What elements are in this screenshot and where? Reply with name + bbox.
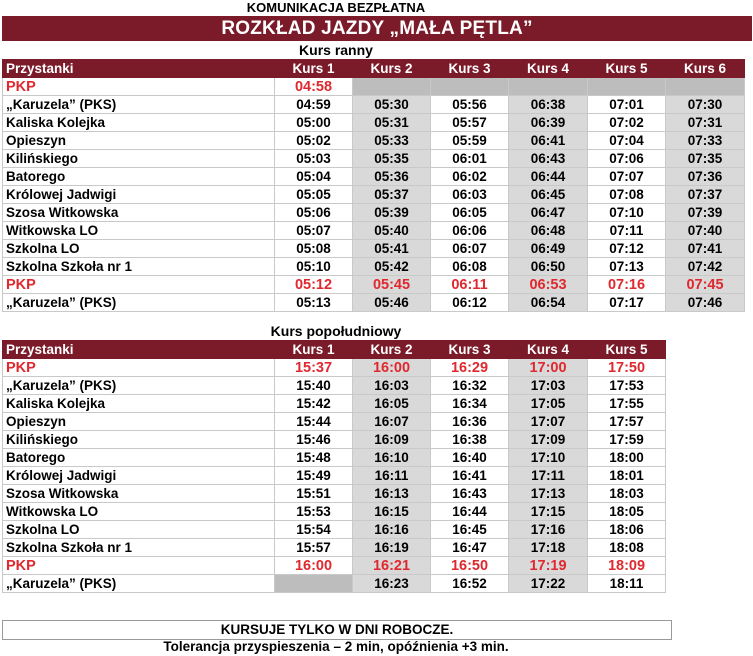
time-cell: 05:45 [353, 276, 431, 294]
time-cell: 17:19 [509, 557, 588, 575]
time-cell: 06:41 [509, 132, 588, 150]
time-cell: 16:45 [431, 521, 509, 539]
time-cell: 16:13 [353, 485, 431, 503]
time-cell: 17:05 [509, 395, 588, 413]
stop-name: Szosa Witkowska [3, 204, 275, 222]
time-cell: 17:59 [588, 431, 666, 449]
stop-name: Batorego [3, 449, 275, 467]
time-cell: 16:47 [431, 539, 509, 557]
table-row [3, 521, 666, 539]
time-cell: 06:11 [431, 276, 509, 294]
column-header-kurs-5: Kurs 5 [588, 60, 666, 78]
top-caption: KOMUNIKACJA BEZPŁATNA [246, 0, 426, 15]
time-cell: 18:06 [588, 521, 666, 539]
time-cell: 17:16 [509, 521, 588, 539]
table-row [3, 240, 745, 258]
table-row [3, 150, 745, 168]
table-row [3, 377, 666, 395]
table-row [3, 258, 745, 276]
header-row [3, 60, 745, 78]
time-cell: 15:44 [275, 413, 353, 431]
time-cell: 16:32 [431, 377, 509, 395]
time-cell: 07:30 [666, 96, 745, 114]
stop-name: Królowej Jadwigi [3, 467, 275, 485]
time-cell: 07:45 [666, 276, 745, 294]
time-cell: 17:18 [509, 539, 588, 557]
morning-section-label: Kurs ranny [299, 42, 373, 58]
time-cell: 18:05 [588, 503, 666, 521]
table-row [3, 503, 666, 521]
time-cell: 05:35 [353, 150, 431, 168]
column-header-kurs-2: Kurs 2 [353, 341, 431, 359]
time-cell: 05:07 [275, 222, 353, 240]
stop-name: Szkolna LO [3, 240, 275, 258]
time-cell: 16:36 [431, 413, 509, 431]
tolerance-note: Tolerancja przyspieszenia – 2 min, opóźnienia +3 min. [163, 639, 509, 654]
time-cell: 15:49 [275, 467, 353, 485]
table-row [3, 96, 745, 114]
time-cell: 15:46 [275, 431, 353, 449]
time-cell: 05:00 [275, 114, 353, 132]
time-cell: 16:43 [431, 485, 509, 503]
stop-name: Batorego [3, 168, 275, 186]
time-cell: 06:01 [431, 150, 509, 168]
time-cell: 15:54 [275, 521, 353, 539]
time-cell: 05:46 [353, 294, 431, 312]
time-cell: 07:42 [666, 258, 745, 276]
table-row [3, 186, 745, 204]
time-cell: 06:39 [509, 114, 588, 132]
time-cell: 07:01 [588, 96, 666, 114]
afternoon-section-label: Kurs popołudniowy [270, 323, 402, 339]
time-cell: 06:06 [431, 222, 509, 240]
stop-name: PKP [3, 359, 275, 377]
time-cell: 15:37 [275, 359, 353, 377]
time-cell: 06:45 [509, 186, 588, 204]
time-cell: 17:50 [588, 359, 666, 377]
stop-name: Kaliska Kolejka [3, 114, 275, 132]
time-cell: 16:29 [431, 359, 509, 377]
stop-name: Szosa Witkowska [3, 485, 275, 503]
time-cell: 05:59 [431, 132, 509, 150]
time-cell: 16:03 [353, 377, 431, 395]
time-cell: 07:12 [588, 240, 666, 258]
time-cell: 06:44 [509, 168, 588, 186]
time-cell: 16:41 [431, 467, 509, 485]
stop-name: Królowej Jadwigi [3, 186, 275, 204]
time-cell: 16:19 [353, 539, 431, 557]
stop-name: „Karuzela” (PKS) [3, 96, 275, 114]
time-cell: 07:07 [588, 168, 666, 186]
table-row [3, 132, 745, 150]
time-cell: 06:12 [431, 294, 509, 312]
time-cell: 07:13 [588, 258, 666, 276]
stop-name: Szkolna Szkoła nr 1 [3, 258, 275, 276]
stop-name: Szkolna Szkoła nr 1 [3, 539, 275, 557]
time-cell: 17:07 [509, 413, 588, 431]
time-cell: 16:07 [353, 413, 431, 431]
time-cell: 05:30 [353, 96, 431, 114]
time-cell: 17:10 [509, 449, 588, 467]
time-cell: 16:00 [275, 557, 353, 575]
column-header-kurs-3: Kurs 3 [431, 341, 509, 359]
time-cell: 06:47 [509, 204, 588, 222]
time-cell: 15:48 [275, 449, 353, 467]
time-cell: 15:42 [275, 395, 353, 413]
time-cell: 17:53 [588, 377, 666, 395]
time-cell: 06:03 [431, 186, 509, 204]
time-cell: 16:40 [431, 449, 509, 467]
weekdays-notice: KURSUJE TYLKO W DNI ROBOCZE. [2, 620, 672, 640]
time-cell: 15:40 [275, 377, 353, 395]
time-cell: 05:05 [275, 186, 353, 204]
time-cell: 07:35 [666, 150, 745, 168]
stop-name: „Karuzela” (PKS) [3, 575, 275, 593]
time-cell: 05:08 [275, 240, 353, 258]
time-cell: 05:56 [431, 96, 509, 114]
table-row [3, 294, 745, 312]
time-cell: 06:05 [431, 204, 509, 222]
time-cell: 05:33 [353, 132, 431, 150]
time-cell: 18:11 [588, 575, 666, 593]
column-header-kurs-4: Kurs 4 [509, 60, 588, 78]
stop-name: „Karuzela” (PKS) [3, 294, 275, 312]
time-cell: 07:31 [666, 114, 745, 132]
time-cell: 15:53 [275, 503, 353, 521]
time-cell: 17:03 [509, 377, 588, 395]
table-row [3, 539, 666, 557]
time-cell: 07:41 [666, 240, 745, 258]
header-row [3, 341, 666, 359]
column-header-kurs-2: Kurs 2 [353, 60, 431, 78]
time-cell: 06:53 [509, 276, 588, 294]
time-cell: 17:55 [588, 395, 666, 413]
afternoon-timetable [2, 340, 666, 593]
column-header-kurs-3: Kurs 3 [431, 60, 509, 78]
stop-name: Opieszyn [3, 413, 275, 431]
morning-timetable [2, 59, 745, 312]
time-cell: 18:08 [588, 539, 666, 557]
time-cell: 16:23 [353, 575, 431, 593]
table-row [3, 276, 745, 294]
table-row [3, 78, 745, 96]
time-cell: 07:04 [588, 132, 666, 150]
empty-time-cell [509, 78, 588, 96]
stop-name: PKP [3, 78, 275, 96]
table-row [3, 467, 666, 485]
time-cell: 06:08 [431, 258, 509, 276]
column-header-kurs-1: Kurs 1 [275, 60, 353, 78]
column-header-kurs-1: Kurs 1 [275, 341, 353, 359]
table-row [3, 413, 666, 431]
time-cell: 18:00 [588, 449, 666, 467]
table-row [3, 222, 745, 240]
time-cell: 07:10 [588, 204, 666, 222]
time-cell: 17:11 [509, 467, 588, 485]
time-cell: 05:42 [353, 258, 431, 276]
stop-name: Witkowska LO [3, 222, 275, 240]
time-cell: 05:39 [353, 204, 431, 222]
column-header-kurs-4: Kurs 4 [509, 341, 588, 359]
time-cell: 15:57 [275, 539, 353, 557]
time-cell: 05:37 [353, 186, 431, 204]
time-cell: 17:09 [509, 431, 588, 449]
empty-time-cell [275, 575, 353, 593]
time-cell: 15:51 [275, 485, 353, 503]
empty-time-cell [588, 78, 666, 96]
stop-name: Kilińskiego [3, 150, 275, 168]
stop-name: Kaliska Kolejka [3, 395, 275, 413]
time-cell: 05:31 [353, 114, 431, 132]
time-cell: 16:38 [431, 431, 509, 449]
time-cell: 06:43 [509, 150, 588, 168]
table-row [3, 485, 666, 503]
time-cell: 04:59 [275, 96, 353, 114]
time-cell: 07:33 [666, 132, 745, 150]
time-cell: 05:02 [275, 132, 353, 150]
time-cell: 06:02 [431, 168, 509, 186]
time-cell: 05:40 [353, 222, 431, 240]
time-cell: 17:00 [509, 359, 588, 377]
time-cell: 17:57 [588, 413, 666, 431]
stop-name: PKP [3, 557, 275, 575]
table-row [3, 449, 666, 467]
stop-name: Kilińskiego [3, 431, 275, 449]
table-row [3, 204, 745, 222]
stop-name: Witkowska LO [3, 503, 275, 521]
time-cell: 17:13 [509, 485, 588, 503]
time-cell: 07:40 [666, 222, 745, 240]
time-cell: 17:22 [509, 575, 588, 593]
table-row [3, 359, 666, 377]
time-cell: 06:48 [509, 222, 588, 240]
stop-name: Opieszyn [3, 132, 275, 150]
column-header-kurs-5: Kurs 5 [588, 341, 666, 359]
time-cell: 05:41 [353, 240, 431, 258]
time-cell: 16:52 [431, 575, 509, 593]
time-cell: 07:08 [588, 186, 666, 204]
stop-name: „Karuzela” (PKS) [3, 377, 275, 395]
time-cell: 16:11 [353, 467, 431, 485]
time-cell: 18:03 [588, 485, 666, 503]
column-header-stops: Przystanki [3, 341, 275, 359]
time-cell: 07:17 [588, 294, 666, 312]
time-cell: 07:02 [588, 114, 666, 132]
time-cell: 05:04 [275, 168, 353, 186]
time-cell: 16:50 [431, 557, 509, 575]
time-cell: 05:10 [275, 258, 353, 276]
table-row [3, 395, 666, 413]
empty-time-cell [666, 78, 745, 96]
time-cell: 16:05 [353, 395, 431, 413]
time-cell: 06:38 [509, 96, 588, 114]
time-cell: 04:58 [275, 78, 353, 96]
table-row [3, 114, 745, 132]
time-cell: 16:16 [353, 521, 431, 539]
time-cell: 05:36 [353, 168, 431, 186]
time-cell: 06:50 [509, 258, 588, 276]
time-cell: 16:21 [353, 557, 431, 575]
time-cell: 18:09 [588, 557, 666, 575]
column-header-stops: Przystanki [3, 60, 275, 78]
time-cell: 16:34 [431, 395, 509, 413]
time-cell: 16:00 [353, 359, 431, 377]
time-cell: 06:49 [509, 240, 588, 258]
time-cell: 17:15 [509, 503, 588, 521]
stop-name: PKP [3, 276, 275, 294]
table-row [3, 168, 745, 186]
time-cell: 05:57 [431, 114, 509, 132]
empty-time-cell [431, 78, 509, 96]
time-cell: 07:46 [666, 294, 745, 312]
timetable-title: ROZKŁAD JAZDY „MAŁA PĘTLA” [2, 16, 752, 41]
time-cell: 06:07 [431, 240, 509, 258]
empty-time-cell [353, 78, 431, 96]
time-cell: 05:13 [275, 294, 353, 312]
time-cell: 18:01 [588, 467, 666, 485]
column-header-kurs-6: Kurs 6 [666, 60, 745, 78]
time-cell: 16:15 [353, 503, 431, 521]
time-cell: 06:54 [509, 294, 588, 312]
table-row [3, 557, 666, 575]
time-cell: 07:11 [588, 222, 666, 240]
time-cell: 07:37 [666, 186, 745, 204]
time-cell: 07:06 [588, 150, 666, 168]
time-cell: 16:44 [431, 503, 509, 521]
table-row [3, 575, 666, 593]
time-cell: 07:36 [666, 168, 745, 186]
stop-name: Szkolna LO [3, 521, 275, 539]
table-row [3, 431, 666, 449]
time-cell: 05:03 [275, 150, 353, 168]
time-cell: 16:10 [353, 449, 431, 467]
time-cell: 07:16 [588, 276, 666, 294]
time-cell: 16:09 [353, 431, 431, 449]
time-cell: 05:06 [275, 204, 353, 222]
time-cell: 07:39 [666, 204, 745, 222]
time-cell: 05:12 [275, 276, 353, 294]
